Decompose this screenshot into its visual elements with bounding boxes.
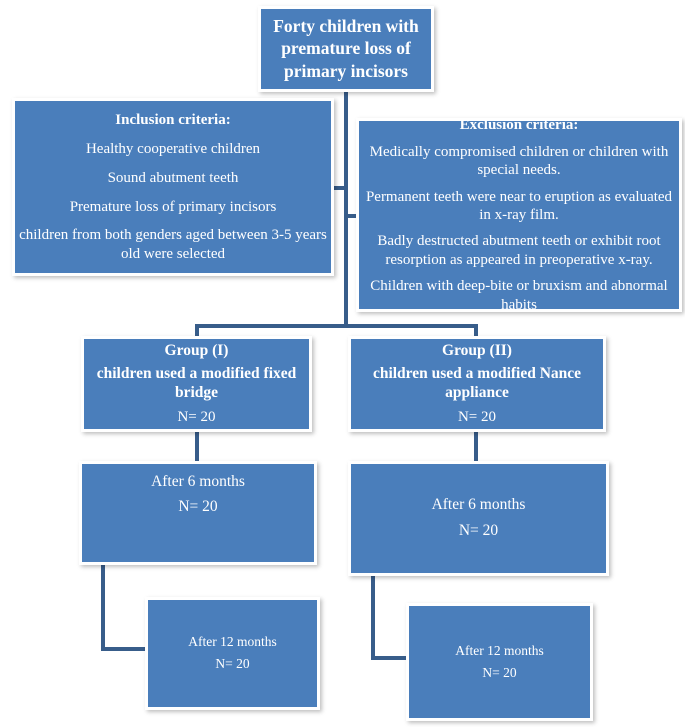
connector-left-6m-to-12m-vertical bbox=[101, 563, 105, 651]
title-line-1: Forty children with bbox=[273, 16, 419, 37]
group1-12m-sample-size: N= 20 bbox=[215, 656, 250, 672]
connector-trunk-main bbox=[344, 92, 348, 327]
connector-left-6m-to-12m-horizontal bbox=[101, 647, 149, 651]
node-group-1 bbox=[81, 336, 312, 432]
connector-right-6m-to-12m-vertical bbox=[371, 574, 375, 660]
exclusion-heading: Exclusion criteria: bbox=[459, 117, 579, 134]
inclusion-heading: Inclusion criteria: bbox=[115, 112, 231, 129]
exclusion-item-2: Permanent teeth were near to eruption as evaluated in x-ray film. bbox=[365, 188, 673, 223]
node-group1-followup-12-months bbox=[145, 597, 320, 710]
node-title-population bbox=[258, 6, 434, 92]
group2-12m-sample-size: N= 20 bbox=[482, 664, 517, 680]
exclusion-item-1: Medically compromised children or children with special needs. bbox=[369, 143, 669, 179]
group1-description: children used a modified fixed bridge bbox=[96, 365, 297, 402]
inclusion-item-3: Premature loss of primary incisors bbox=[69, 198, 277, 215]
group2-6m-sample-size: N= 20 bbox=[458, 521, 499, 539]
group1-heading: Group (I) bbox=[164, 341, 229, 359]
inclusion-item-4: children from both genders aged between 3-5 years old were selected bbox=[19, 227, 327, 262]
group2-description: children used a modified Nance appliance bbox=[372, 365, 582, 402]
exclusion-item-3: Badly destructed abutment teeth or exhibit root resorption as appeared in preoperative x-ray. bbox=[377, 233, 661, 268]
node-exclusion-criteria bbox=[356, 118, 682, 312]
group1-6m-sample-size: N= 20 bbox=[178, 498, 218, 516]
group2-12m-label: After 12 months bbox=[455, 642, 544, 658]
group1-6m-label: After 6 months bbox=[151, 472, 245, 490]
group2-sample-size: N= 20 bbox=[457, 409, 497, 426]
node-group2-followup-12-months bbox=[406, 603, 593, 721]
connector-group-split-bar bbox=[195, 324, 478, 328]
group2-6m-label: After 6 months bbox=[431, 496, 526, 514]
connector-group2-to-6m bbox=[474, 430, 478, 463]
node-group1-followup-6-months bbox=[79, 461, 317, 565]
inclusion-item-2: Sound abutment teeth bbox=[107, 169, 239, 186]
title-line-2: premature loss of bbox=[281, 38, 411, 59]
node-group-2 bbox=[348, 336, 606, 432]
connector-right-6m-to-12m-horizontal bbox=[371, 656, 411, 660]
group1-12m-label: After 12 months bbox=[188, 634, 277, 650]
node-group2-followup-6-months bbox=[348, 461, 609, 576]
node-inclusion-criteria bbox=[12, 98, 334, 276]
group1-sample-size: N= 20 bbox=[177, 409, 216, 426]
connector-group1-to-6m bbox=[195, 430, 199, 463]
inclusion-item-1: Healthy cooperative children bbox=[85, 140, 261, 157]
group2-heading: Group (II) bbox=[442, 341, 512, 359]
connector-stub-inclusion bbox=[332, 186, 346, 190]
title-line-3: primary incisors bbox=[284, 60, 408, 81]
exclusion-item-4: Children with deep-bite or bruxism and abnormal habits bbox=[370, 278, 668, 313]
